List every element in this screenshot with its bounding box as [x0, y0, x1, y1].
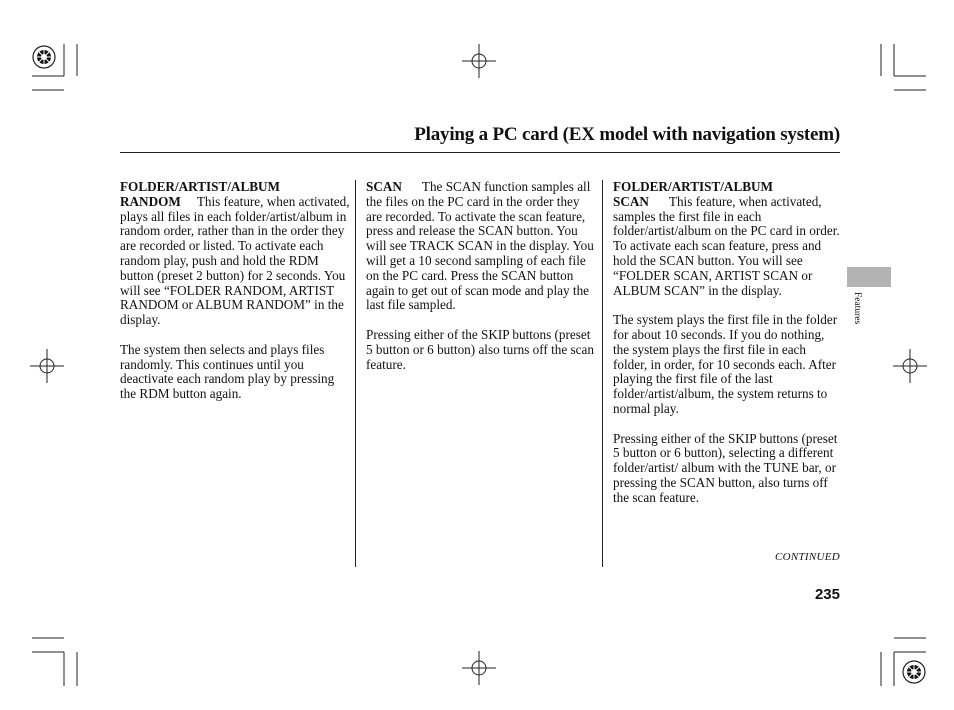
- section-body: The system then selects and plays files randomly. This continues until you deactivate each random play by pressing the RDM button again.: [120, 341, 335, 402]
- crosshair-bottom-icon: [462, 651, 496, 685]
- page-number: 235: [814, 586, 840, 603]
- folder-random-section: [120, 180, 350, 328]
- column-folder-random: [120, 180, 350, 417]
- crosshair-top-icon: [462, 44, 496, 78]
- column-folder-scan: [613, 180, 843, 520]
- section-heading: FOLDER/ARTIST/ALBUM: [120, 179, 281, 194]
- title-rule: [120, 152, 840, 153]
- section-body: This feature, when activated, plays all files in each folder/artist/album in random order, rather than in the order they are recorded or listed. To activate each random play, push and hold the RDM button (preset 2 button) for 2 seconds. You will see “FOLDER RANDOM, ARTIST RANDOM or ALBUM RANDOM” in the display.: [120, 193, 350, 328]
- page-title: Playing a PC card (EX model with navigation system): [414, 124, 840, 145]
- section-body: The SCAN function samples all the files on the PC card in the order they are recorded. To activate the scan feature, press and release the SCAN button. You will see TRACK SCAN in the display. You will get a 10 second sampling of each file on the PC card. Press the SCAN button again to get out of scan mode and play the last file sampled.: [366, 179, 594, 313]
- section-body: This feature, when activated, samples the first file in each folder/artist/album on the PC card in order. To activate each scan feature, press and hold the SCAN button. You will see “FOLDER SCAN, ARTIST SCAN or ALBUM SCAN” in the display.: [613, 193, 840, 298]
- section-body: Pressing either of the SKIP buttons (preset 5 button or 6 button), selecting a different folder/artist/ album with the TUNE bar, or pressing the SCAN button, also turns off the scan feature.: [613, 430, 838, 505]
- registration-target-br-icon: [903, 661, 925, 683]
- section-body: The system plays the first file in the folder for about 10 seconds. If you do nothing, the system plays the first file in each folder, in order, for 10 seconds each. After playing the first file of the last folder/artist/album, the system returns to normal play.: [613, 312, 838, 416]
- column-divider-2: [602, 180, 603, 567]
- registration-target-tl-icon: [33, 46, 55, 68]
- section-heading: SCAN: [366, 179, 402, 194]
- section-heading: SCAN: [613, 193, 649, 209]
- section-heading: RANDOM: [120, 193, 181, 209]
- section-tab-label: Features: [852, 292, 862, 325]
- continued-label: CONTINUED: [774, 551, 840, 563]
- column-scan: [366, 180, 596, 387]
- column-divider-1: [355, 180, 356, 567]
- folder-scan-section: [613, 180, 843, 298]
- crosshair-right-icon: [893, 349, 927, 383]
- scan-section: [366, 180, 596, 313]
- crosshair-left-icon: [30, 349, 64, 383]
- section-heading: FOLDER/ARTIST/ALBUM: [613, 179, 774, 194]
- section-body: Pressing either of the SKIP buttons (preset 5 button or 6 button) also turns off the scan feature.: [366, 326, 594, 372]
- section-tab: [847, 267, 891, 287]
